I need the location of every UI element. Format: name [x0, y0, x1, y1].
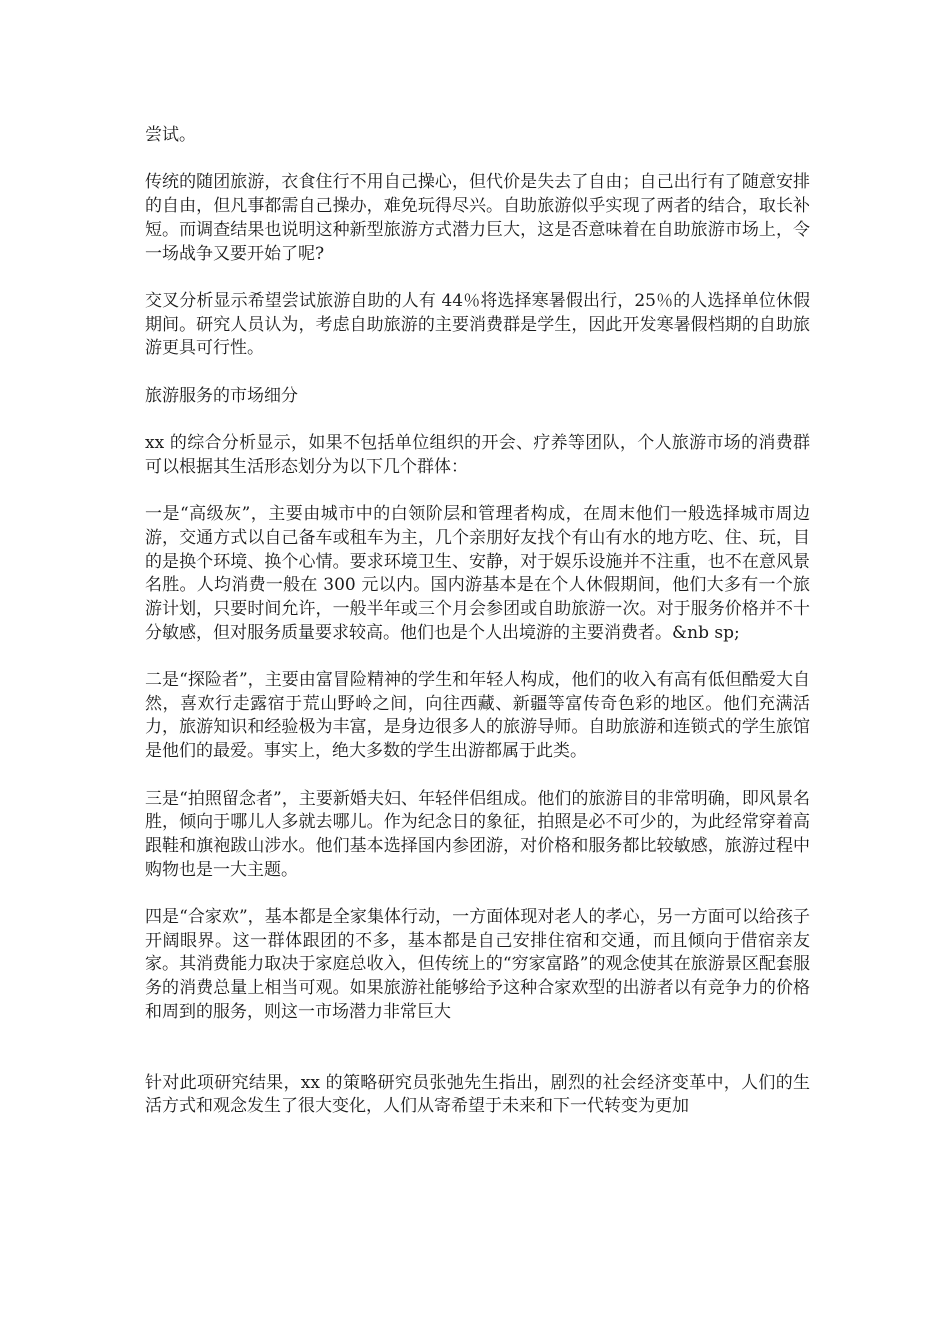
paragraph-analysis-intro: xx 的综合分析显示，如果不包括单位组织的开会、疗养等团队，个人旅游市场的消费群可以根据其生活形态划分为以下几个群体：: [145, 433, 810, 477]
paragraph-cross-analysis: 交叉分析显示希望尝试旅游自助的人有 44％将选择寒暑假出行，25％的人选择单位休假期间。研究人员认为，考虑自助旅游的主要消费群是学生，因此开发寒暑假档期的自助旅游更具可行性。: [145, 290, 810, 359]
paragraph-researcher-comment: 针对此项研究结果，xx 的策略研究员张弛先生指出，剧烈的社会经济变革中，人们的生活方式和观念发生了很大变化，人们从寄希望于未来和下一代转变为更加: [145, 1072, 810, 1117]
paragraph-group-4: 四是“合家欢”，基本都是全家集体行动，一方面体现对老人的孝心，另一方面可以给孩子开阔眼界。这一群体跟团的不多，基本都是自己安排住宿和交通，而且倾向于借宿亲友家。其消费能力取决于家庭总收入，但传统上的“穷家富路”的观念使其在旅游景区配套服务的消费总量上相当可观。如果旅游社能够给予这种合家欢型的出游者以有竞争力的价格和周到的服务，则这一市场潜力非常巨大: [145, 907, 810, 1022]
paragraph-group-3: 三是“拍照留念者”，主要新婚夫妇、年轻伴侣组成。他们的旅游目的非常明确，即风景名胜，倾向于哪儿人多就去哪儿。作为纪念日的象征，拍照是必不可少的，为此经常穿着高跟鞋和旗袍跋山涉水。他们基本选择国内参团游，对价格和服务都比较敏感，旅游过程中购物也是一大主题。: [145, 788, 810, 880]
paragraph-group-1: 一是“高级灰”，主要由城市中的白领阶层和管理者构成，在周末他们一般选择城市周边游，交通方式以自己备车或租车为主，几个亲朋好友找个有山有水的地方吃、住、玩，目的是换个环境、换个心情。要求环境卫生、安静，对于娱乐设施并不注重，也不在意风景名胜。人均消费一般在 300 元以内。国内游基本是在个人休假期间，他们大多有一个旅游计划，只要时间允许，一般半年或三个月会参团或自助旅游一次。对于服务价格并不十分敏感，但对服务质量要求较高。他们也是个人出境游的主要消费者。&nb sp;: [145, 504, 810, 643]
paragraph-group-2: 二是“探险者”，主要由富冒险精神的学生和年轻人构成，他们的收入有高有低但酷爱大自然，喜欢行走露宿于荒山野岭之间，向往西藏、新疆等富传奇色彩的地区。他们充满活力，旅游知识和经验极为丰富，是身边很多人的旅游导师。自助旅游和连锁式的学生旅馆是他们的最爱。事实上，绝大多数的学生出游都属于此类。: [145, 670, 810, 762]
section-heading-market-segmentation: 旅游服务的市场细分: [145, 385, 298, 406]
paragraph-continuation: 尝试。: [145, 125, 196, 145]
paragraph-group-tour-vs-self: 传统的随团旅游，衣食住行不用自己操心，但代价是失去了自由；自己出行有了随意安排的自由，但凡事都需自己操办，难免玩得尽兴。自助旅游似乎实现了两者的结合，取长补短。而调查结果也说明这种新型旅游方式潜力巨大，这是否意味着在自助旅游市场上，令一场战争又要开始了呢?: [145, 172, 810, 264]
document-page: [145, 124, 810, 1143]
